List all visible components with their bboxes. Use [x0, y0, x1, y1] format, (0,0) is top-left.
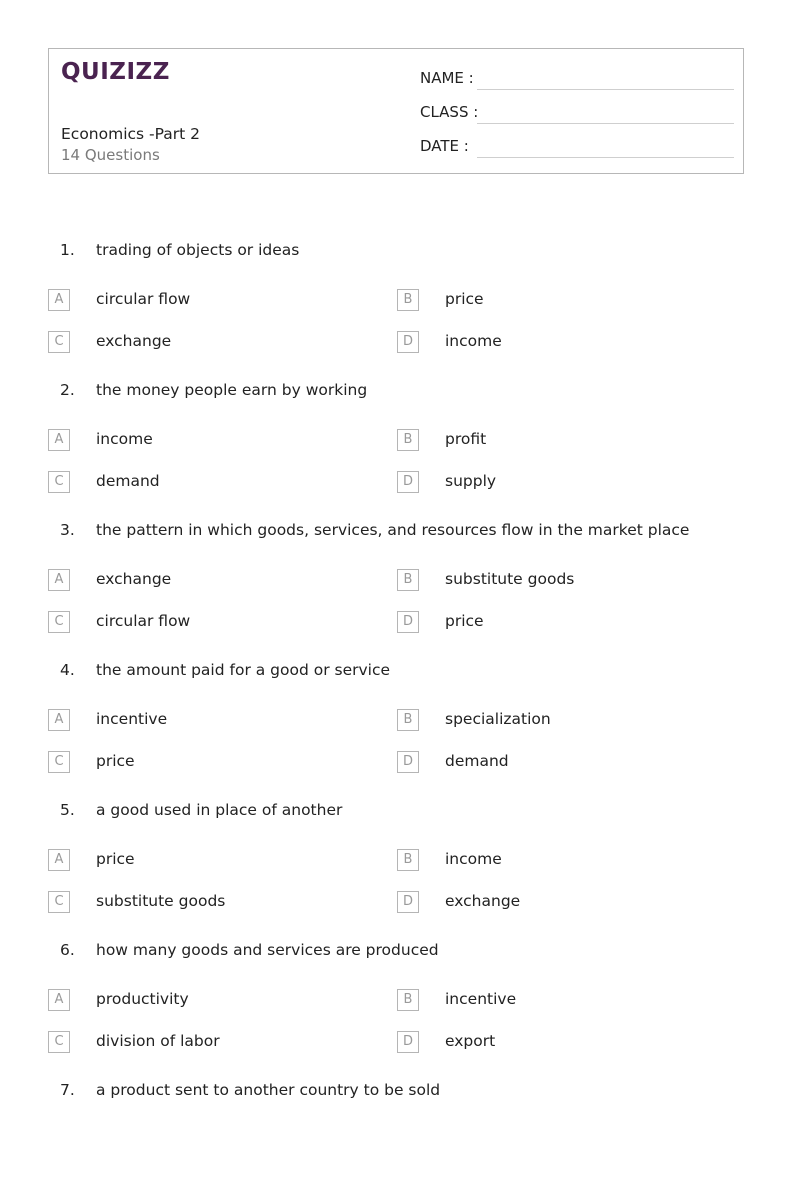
option-letter-box[interactable]: B	[397, 569, 419, 591]
option-text: income	[445, 332, 502, 350]
option-text: price	[445, 290, 484, 308]
option-letter-box[interactable]: B	[397, 709, 419, 731]
answer-option-a[interactable]	[48, 709, 348, 733]
question-number: 3.	[60, 521, 75, 539]
answer-option-b[interactable]	[397, 709, 697, 733]
answer-option-a[interactable]	[48, 289, 348, 313]
question-text: the pattern in which goods, services, and resources flow in the market place	[96, 521, 690, 539]
option-text: circular flow	[96, 290, 191, 308]
question-item	[48, 801, 748, 921]
option-text: income	[96, 430, 153, 448]
option-text: incentive	[96, 710, 168, 728]
class-field[interactable]	[420, 103, 734, 127]
option-letter-box[interactable]: B	[397, 429, 419, 451]
option-letter-box[interactable]: D	[397, 891, 419, 913]
option-letter-box[interactable]: A	[48, 849, 70, 871]
option-letter-box[interactable]: A	[48, 709, 70, 731]
question-item	[48, 661, 748, 781]
question-text: trading of objects or ideas	[96, 241, 300, 259]
answer-option-c[interactable]	[48, 611, 348, 635]
question-text: a good used in place of another	[96, 801, 343, 819]
answer-option-d[interactable]	[397, 471, 697, 495]
answer-option-c[interactable]	[48, 891, 348, 915]
answer-option-a[interactable]	[48, 849, 348, 873]
option-letter-box[interactable]: D	[397, 751, 419, 773]
answer-option-c[interactable]	[48, 471, 348, 495]
option-letter-box[interactable]: B	[397, 289, 419, 311]
option-letter-box[interactable]: C	[48, 471, 70, 493]
date-field[interactable]	[420, 137, 734, 161]
answer-option-d[interactable]	[397, 611, 697, 635]
answer-option-c[interactable]	[48, 331, 348, 355]
answer-option-a[interactable]	[48, 569, 348, 593]
question-number: 4.	[60, 661, 75, 679]
answer-option-b[interactable]	[397, 989, 697, 1013]
option-text: division of labor	[96, 1032, 220, 1050]
option-letter-box[interactable]: C	[48, 891, 70, 913]
question-item	[48, 941, 748, 1061]
answer-option-b[interactable]	[397, 849, 697, 873]
option-text: circular flow	[96, 612, 191, 630]
name-label: NAME :	[420, 69, 474, 87]
option-letter-box[interactable]: A	[48, 289, 70, 311]
date-label: DATE :	[420, 137, 469, 155]
question-number: 2.	[60, 381, 75, 399]
option-letter-box[interactable]: C	[48, 751, 70, 773]
option-text: exchange	[96, 332, 172, 350]
question-item	[48, 521, 748, 641]
option-letter-box[interactable]: B	[397, 849, 419, 871]
option-letter-box[interactable]: D	[397, 331, 419, 353]
option-letter-box[interactable]: D	[397, 471, 419, 493]
name-line[interactable]	[477, 89, 734, 90]
question-number: 6.	[60, 941, 75, 959]
option-text: substitute goods	[96, 892, 226, 910]
option-letter-box[interactable]: A	[48, 429, 70, 451]
question-number: 1.	[60, 241, 75, 259]
class-label: CLASS :	[420, 103, 479, 121]
option-text: demand	[96, 472, 160, 490]
question-item	[48, 381, 748, 501]
option-letter-box[interactable]: D	[397, 611, 419, 633]
answer-option-b[interactable]	[397, 429, 697, 453]
date-line[interactable]	[477, 157, 734, 158]
question-text: the money people earn by working	[96, 381, 368, 399]
option-text: supply	[445, 472, 497, 490]
option-letter-box[interactable]: C	[48, 611, 70, 633]
answer-option-c[interactable]	[48, 751, 348, 775]
option-text: exchange	[96, 570, 172, 588]
option-text: exchange	[445, 892, 521, 910]
quizizz-logo: QUIZIZZ	[61, 59, 170, 85]
name-field[interactable]	[420, 69, 734, 93]
answer-option-d[interactable]	[397, 891, 697, 915]
option-text: income	[445, 850, 502, 868]
answer-option-d[interactable]	[397, 331, 697, 355]
option-letter-box[interactable]: A	[48, 989, 70, 1011]
option-text: price	[96, 850, 135, 868]
question-item	[48, 241, 748, 361]
question-number: 5.	[60, 801, 75, 819]
answer-option-c[interactable]	[48, 1031, 348, 1055]
option-letter-box[interactable]: B	[397, 989, 419, 1011]
option-text: specialization	[445, 710, 551, 728]
worksheet-title: Economics -Part 2	[61, 125, 201, 143]
question-item	[48, 1081, 748, 1201]
option-text: profit	[445, 430, 487, 448]
question-text: the amount paid for a good or service	[96, 661, 391, 679]
option-text: price	[96, 752, 135, 770]
answer-option-d[interactable]	[397, 751, 697, 775]
answer-option-a[interactable]	[48, 429, 348, 453]
answer-option-b[interactable]	[397, 289, 697, 313]
option-text: price	[445, 612, 484, 630]
option-letter-box[interactable]: A	[48, 569, 70, 591]
question-text: how many goods and services are produced	[96, 941, 439, 959]
option-letter-box[interactable]: D	[397, 1031, 419, 1053]
question-text: a product sent to another country to be sold	[96, 1081, 441, 1099]
option-letter-box[interactable]: C	[48, 1031, 70, 1053]
option-text: export	[445, 1032, 496, 1050]
worksheet-header	[48, 48, 744, 174]
question-number: 7.	[60, 1081, 75, 1099]
option-text: incentive	[445, 990, 517, 1008]
option-text: productivity	[96, 990, 189, 1008]
option-text: substitute goods	[445, 570, 575, 588]
option-text: demand	[445, 752, 509, 770]
answer-option-b[interactable]	[397, 569, 697, 593]
answer-option-a[interactable]	[48, 989, 348, 1013]
class-line[interactable]	[477, 123, 734, 124]
question-count: 14 Questions	[61, 146, 160, 164]
option-letter-box[interactable]: C	[48, 331, 70, 353]
answer-option-d[interactable]	[397, 1031, 697, 1055]
